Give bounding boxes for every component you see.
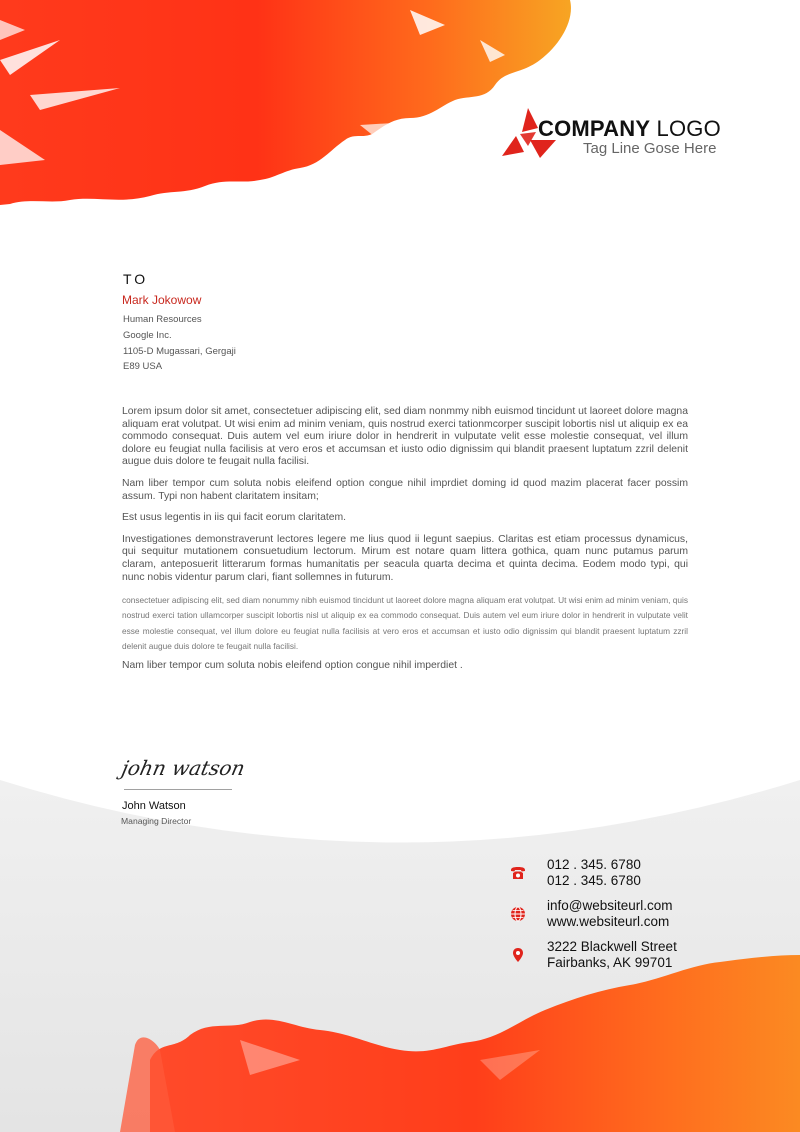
body-paragraph: Investigationes demonstraverunt lectores legere me lius quod ii legunt saepius. Claritas est etiam processus dynamicus, qui sequitur mutationem consuetudium lectorum. Mirum est notare quam littera gothica, quam nunc putamus parum claram, anteposuerit litterarum formas humanitatis per seacula quarta decima et quinta decima. Eodem modo typi, qui nunc nobis videntur parum clari, fiant sollemnes in futurum. bbox=[122, 533, 688, 583]
recipient-address bbox=[123, 312, 236, 375]
email-address: info@websiteurl.com bbox=[547, 898, 673, 913]
company-name bbox=[538, 116, 721, 142]
contact-address-group bbox=[510, 939, 770, 980]
phone-number: 012 . 345. 6780 bbox=[547, 873, 641, 888]
company-name-bold: COMPANY bbox=[538, 116, 651, 141]
contact-phone-group bbox=[510, 857, 770, 898]
address-line: E89 USA bbox=[123, 361, 163, 373]
body-paragraph: Nam liber tempor cum soluta nobis eleifend option congue nihil imperdiet . bbox=[122, 659, 463, 671]
letter-body bbox=[122, 406, 688, 682]
handwritten-signature: john watson bbox=[119, 756, 248, 780]
body-paragraph: Est usus legentis in iis qui facit eorum claritatem. bbox=[122, 512, 347, 524]
address-lines bbox=[547, 939, 677, 971]
company-name-light: LOGO bbox=[656, 116, 721, 141]
signer-name: John Watson bbox=[122, 800, 186, 812]
body-paragraph: Nam liber tempor cum soluta nobis eleifend option congue nihil imprdiet doming id quod mazim placerat facer possim assum. Typi non habent claritatem insitam; bbox=[122, 477, 688, 502]
body-paragraph: Lorem ipsum dolor sit amet, consectetuer adipiscing elit, sed diam nonmmy nibh euismod tincidunt ut laoreet dolore magna aliquam erat volutpat. Ut wisi enim ad minim veniam, quis nostrud exerci tationmcorper suscipit lobortis nisl ut aliquip ex ea commodo consequat. Duis autem vel eum iriure dolor in hendrerit in vulputate velit esse molestie consequat, vel illum dolore eu feugiat nulla facilisis at vero eros et accumsan et iusto odio dignissim qui blandit praesent luptatum zzril delenit augue duis dolore te feugait nulla facilisi. bbox=[122, 406, 688, 468]
signer-title: Managing Director bbox=[121, 816, 192, 826]
address-line: 1105-D Mugassari, Gergaji bbox=[123, 345, 236, 357]
phone-number: 012 . 345. 6780 bbox=[547, 857, 641, 872]
contact-web-group bbox=[510, 898, 770, 939]
address-line: Google Inc. bbox=[123, 329, 172, 341]
address-line: Human Resources bbox=[123, 314, 202, 325]
company-logo bbox=[500, 106, 740, 166]
to-label: TO bbox=[123, 271, 149, 287]
recipient-name: Mark Jokowow bbox=[122, 293, 202, 307]
website-url: www.websiteurl.com bbox=[547, 914, 670, 929]
signature-underline bbox=[124, 789, 232, 790]
street-address: 3222 Blackwell Street bbox=[547, 939, 677, 954]
city-address: Fairbanks, AK 99701 bbox=[547, 955, 673, 970]
contact-block bbox=[510, 857, 770, 980]
web-lines bbox=[547, 898, 673, 930]
body-paragraph-small: consectetuer adipiscing elit, sed diam nonummy nibh euismod tincidunt ut laoreet dolore magna aliquam erat volutpat. Ut wisi enim ad minim veniam, quis nostrud exerci tation ullamcorper suscipit lobortis nisl ut aliquip ex ea commodo consequat. Duis autem vel eum iriure dolor in hendrerit in vulputate velit esse molestie consequat, vel illum dolore eu feugiat nulla facilisis at vero eros et accumsan et iusto odio dignissim qui blandit praesent luptatum zzril delenit augue duis dolore te feugait nulla facilisi. bbox=[122, 595, 688, 651]
top-paint-splash bbox=[0, 0, 571, 205]
phone-lines bbox=[547, 857, 641, 889]
globe-icon bbox=[510, 906, 526, 922]
phone-icon bbox=[510, 865, 526, 881]
map-pin-icon bbox=[510, 947, 526, 963]
company-tagline: Tag Line Gose Here bbox=[583, 140, 717, 157]
